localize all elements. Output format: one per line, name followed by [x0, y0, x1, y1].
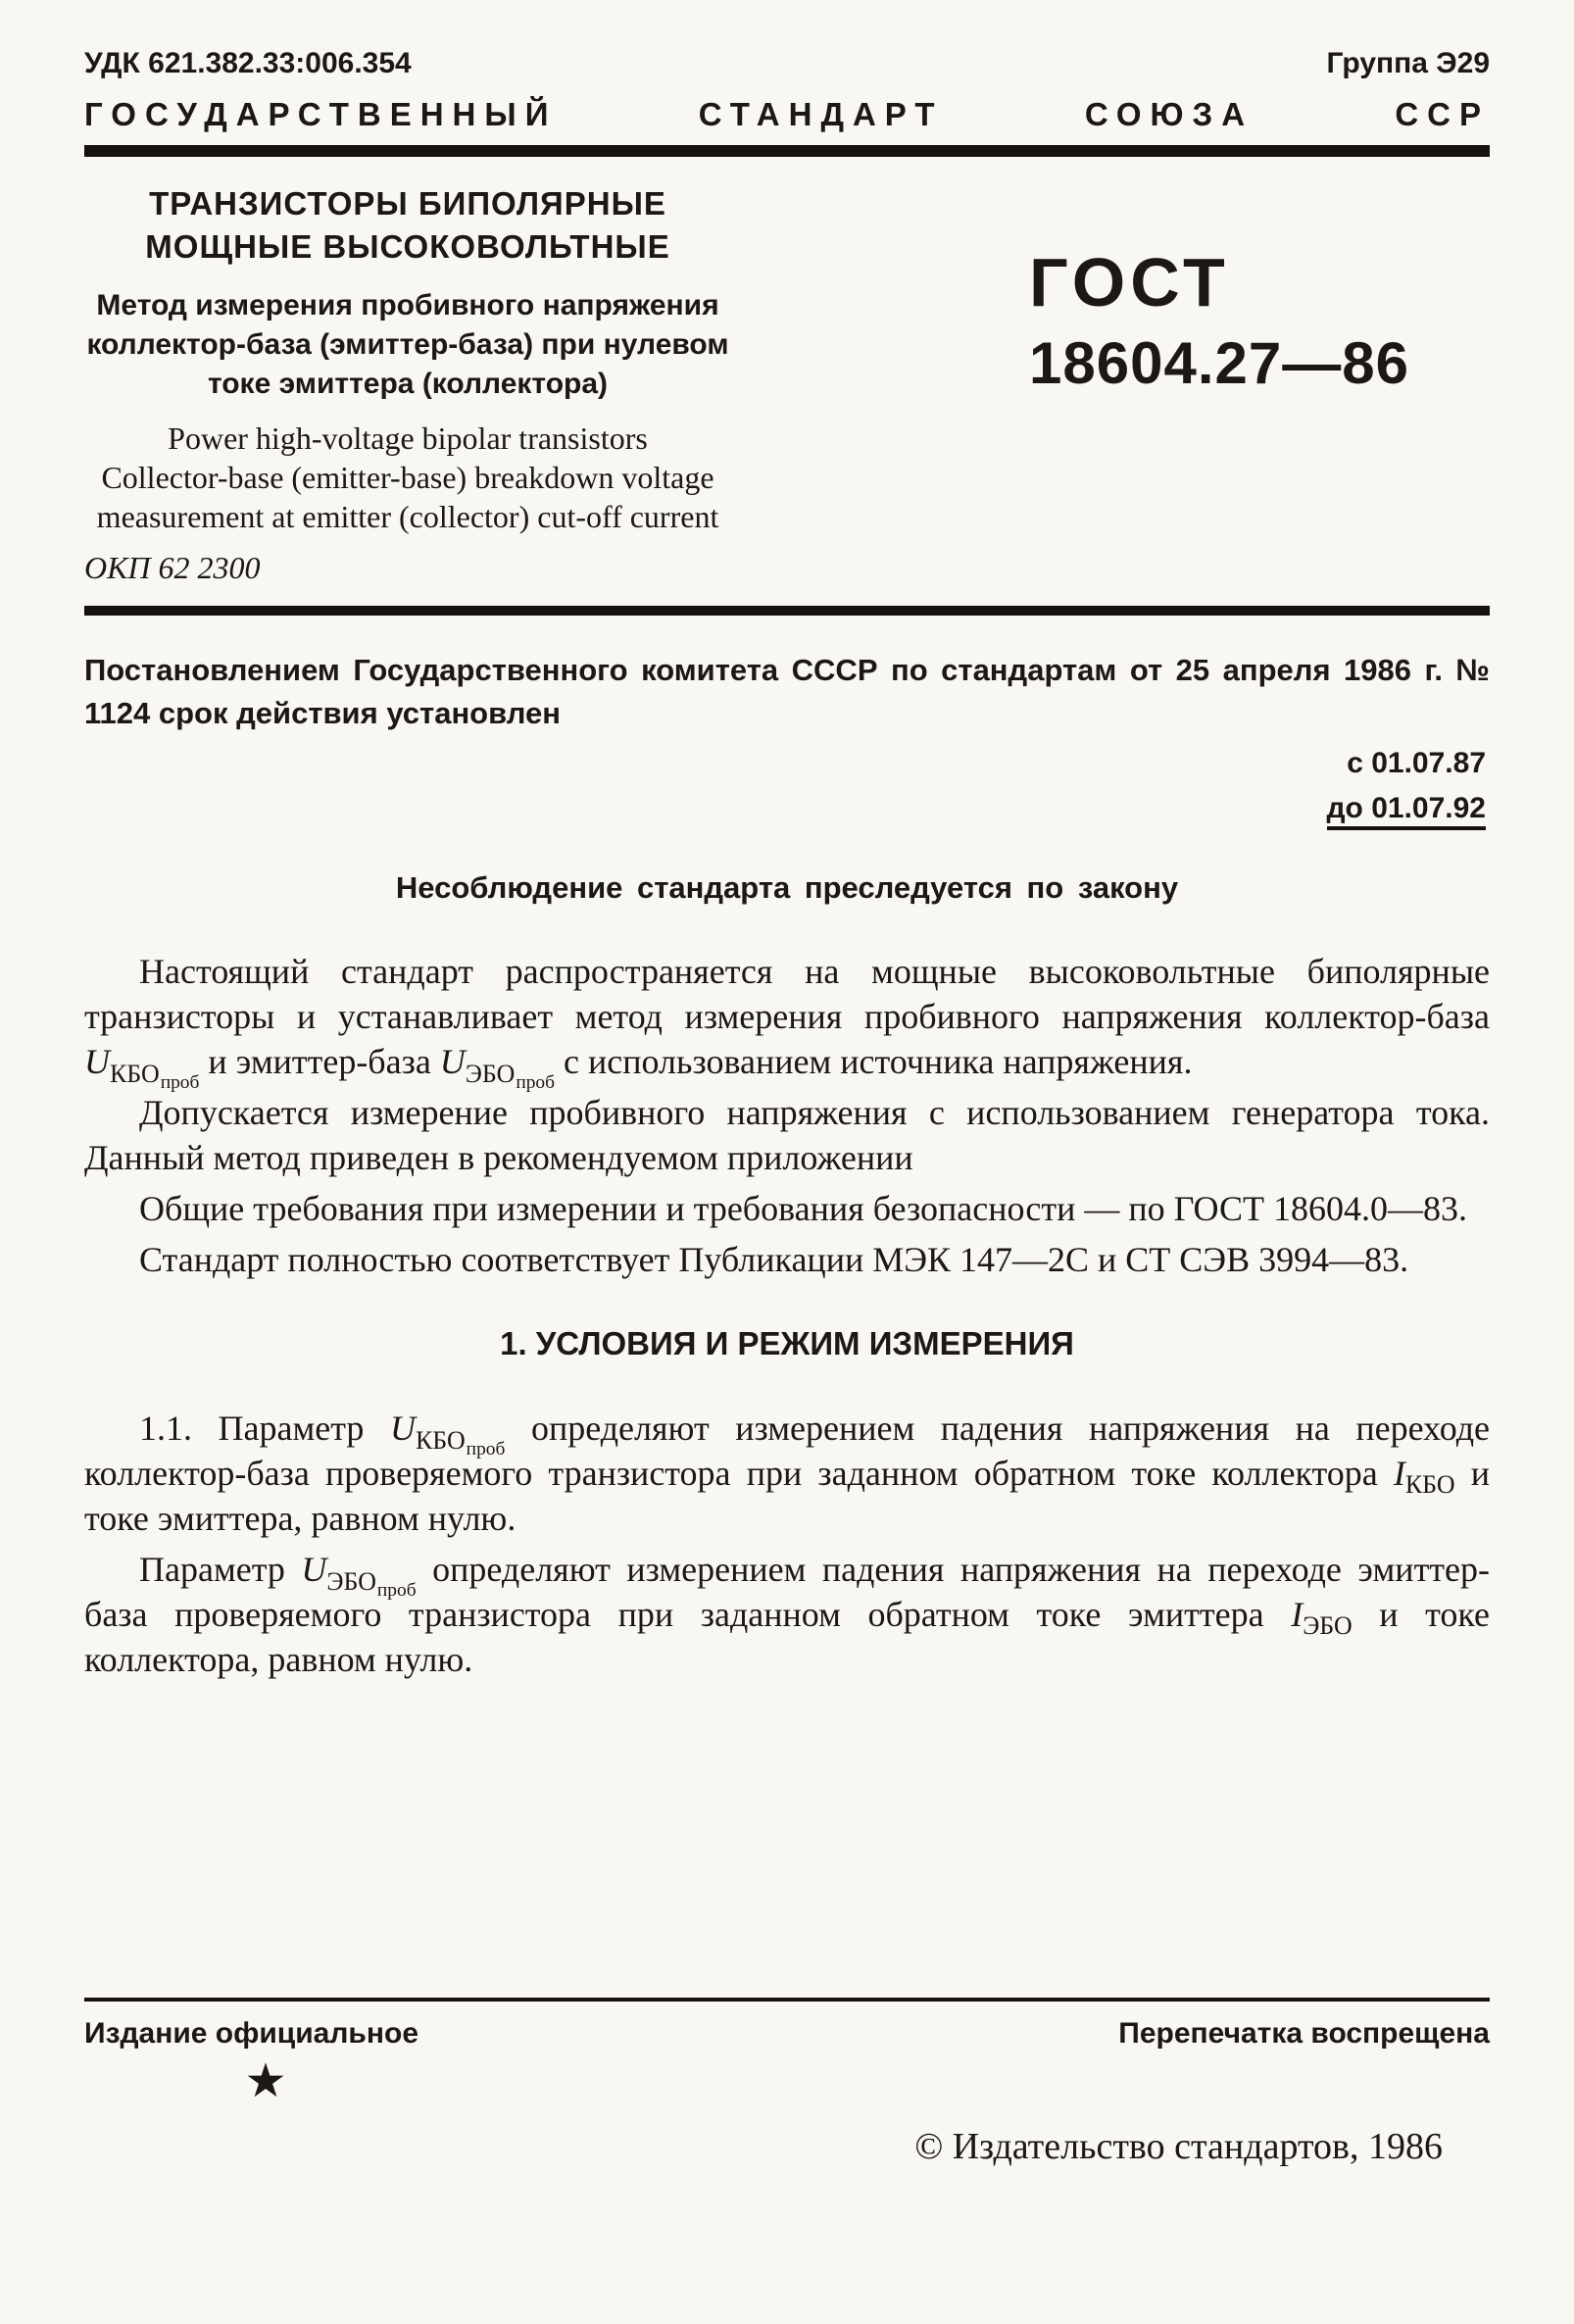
parameter-symbol-uebo [301, 1550, 417, 1602]
current-symbol-iebo [1291, 1595, 1353, 1641]
subscript-text: ЭБО [1303, 1611, 1353, 1641]
symbol-letter: U [389, 1409, 416, 1449]
subtitle-line: коллектор-база (эмиттер-база) при нулевом [86, 327, 729, 361]
header-row [84, 47, 1490, 80]
parameter-symbol-ukbo [84, 1042, 200, 1094]
paragraph: Общие требования при измерении и требования безопасности — по ГОСТ 18604.0—83. [139, 1189, 1467, 1229]
validity-from [84, 747, 1490, 780]
english-title-line: Collector-base (emitter-base) breakdown voltage [101, 460, 714, 496]
subtitle-line: токе эмиттера (коллектора) [207, 367, 609, 400]
subscript-text: КБО [110, 1059, 160, 1088]
title-line: ТРАНЗИСТОРЫ БИПОЛЯРНЫЕ [149, 185, 666, 222]
paragraph-text: и эмиттер-база [199, 1042, 440, 1082]
parameter-symbol-ukbo [389, 1409, 506, 1460]
udc-number: УДК 621.382.33:006.354 [84, 47, 412, 79]
page-footer [84, 1998, 1490, 2168]
current-symbol-ikbo [1393, 1454, 1455, 1500]
symbol-subscript [465, 1059, 556, 1094]
validity-to-date: до 01.07.92 [1327, 792, 1486, 830]
section-1-body [84, 1406, 1490, 1682]
english-title [84, 419, 731, 536]
symbol-subscript [1303, 1612, 1353, 1641]
decree-text: Постановлением Государственного комитета СССР по стандартам от 25 апреля 1986 г. № 1124 срок действия установлен [84, 653, 1490, 731]
paragraph-text: определяют измерением падения напряжения на переходе эмиттер-база проверяемого транзистора при заданном обратном токе эмиттера [84, 1550, 1490, 1635]
paragraph-text: Параметр [139, 1550, 302, 1590]
english-title-line: Power high-voltage bipolar transistors [168, 420, 648, 457]
paragraph [84, 1406, 1490, 1541]
symbol-subscript [326, 1566, 417, 1602]
paragraph-text: определяют измерением падения напряжения на переходе коллектор-база проверяемого транзистора при заданном обратном токе коллектора [84, 1409, 1490, 1494]
intro-section [84, 949, 1490, 1282]
symbol-letter: I [1393, 1454, 1405, 1494]
title-block [84, 182, 1490, 586]
subscript-small-text: проб [160, 1072, 200, 1094]
document-subtitle [84, 286, 731, 404]
divider-bar-middle [84, 606, 1490, 616]
paragraph-text: Настоящий стандарт распространяется на мощные высоковольтные биполярные транзисторы и устанавливает метод измерения пробивного напряжения коллектор-база [84, 952, 1490, 1037]
gost-designation [1029, 182, 1490, 586]
subtitle-line: Метод измерения пробивного напряжения [96, 288, 719, 321]
law-notice: Несоблюдение стандарта преследуется по закону [395, 870, 1179, 906]
paragraph-text: с использованием источника напряжения. [555, 1042, 1193, 1082]
section-heading: 1. УСЛОВИЯ И РЕЖИМ ИЗМЕРЕНИЯ [500, 1325, 1074, 1362]
subscript-text: ЭБО [465, 1059, 516, 1088]
footer-row [84, 2017, 1490, 2051]
paragraph [84, 1547, 1490, 1682]
subscript-small-text: проб [376, 1580, 417, 1602]
title-left-column [84, 182, 731, 586]
okp-code: ОКП 62 2300 [84, 550, 261, 586]
paragraph [84, 949, 1490, 1094]
star-icon: ★ [244, 2055, 287, 2107]
subscript-text: ЭБО [326, 1566, 376, 1596]
paragraph-text: и токе коллектора, равном нулю. [84, 1595, 1490, 1680]
divider-bar-top [84, 145, 1490, 157]
symbol-letter: U [84, 1042, 110, 1082]
symbol-subscript [110, 1059, 200, 1094]
symbol-subscript [1405, 1471, 1455, 1500]
validity-to [84, 792, 1490, 825]
group-label: Группа Э29 [1326, 47, 1490, 79]
official-edition-label: Издание официальное [84, 2017, 419, 2050]
gost-number: 18604.27—86 [1029, 330, 1409, 396]
paragraph: Допускается измерение пробивного напряжения с использованием генератора тока. Данный метод приведен в рекомендуемом приложении [84, 1093, 1490, 1178]
reprint-notice: Перепечатка воспрещена [1118, 2017, 1490, 2050]
symbol-letter: I [1291, 1595, 1303, 1635]
decree-block [84, 649, 1490, 825]
parameter-symbol-uebo [439, 1042, 556, 1094]
paragraph: Стандарт полностью соответствует Публикации МЭК 147—2С и СТ СЭВ 3994—83. [139, 1240, 1409, 1280]
symbol-letter: U [439, 1042, 466, 1082]
validity-from-date: с 01.07.87 [1347, 747, 1486, 780]
symbol-subscript [415, 1425, 506, 1460]
subscript-text: КБО [1404, 1470, 1455, 1500]
subscript-small-text: проб [516, 1072, 556, 1094]
symbol-letter: U [301, 1550, 327, 1590]
gost-label: ГОСТ [1029, 244, 1230, 321]
footer-rule [84, 1998, 1490, 2002]
paragraph-text: 1.1. Параметр [139, 1409, 390, 1449]
paragraph-text: и токе эмиттера, равном нулю. [84, 1454, 1491, 1539]
copyright-line: © Издательство стандартов, 1986 [914, 2126, 1443, 2167]
standard-type-heading: ГОСУДАРСТВЕННЫЙ СТАНДАРТ СОЮЗА ССР [84, 96, 1490, 132]
title-line: МОЩНЫЕ ВЫСОКОВОЛЬТНЫЕ [145, 227, 670, 265]
document-title [84, 182, 731, 269]
english-title-line: measurement at emitter (collector) cut-off current [96, 499, 719, 535]
subscript-small-text: проб [466, 1439, 506, 1460]
subscript-text: КБО [415, 1425, 466, 1455]
